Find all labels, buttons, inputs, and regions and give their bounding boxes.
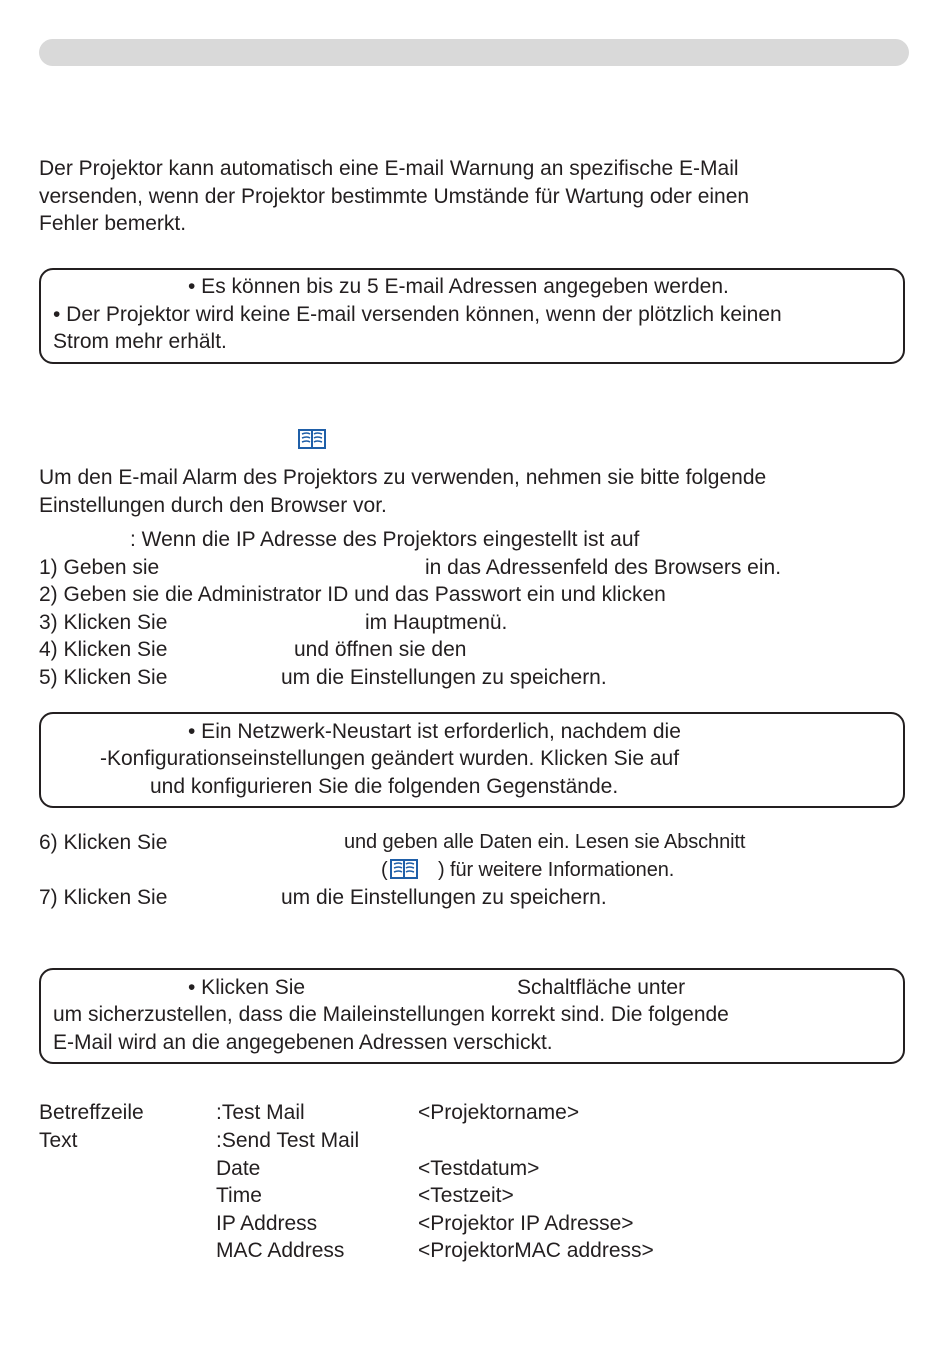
note-line: um sicherzustellen, dass die Maileinstellungen korrekt sind. Die folgende bbox=[53, 1003, 729, 1026]
step-6-ref-open: ( bbox=[381, 859, 388, 881]
note-line: Strom mehr erhält. bbox=[53, 330, 227, 353]
note-line: Schaltfläche unter bbox=[517, 976, 686, 999]
step-5-start: 5) Klicken Sie bbox=[39, 666, 168, 689]
mail-label: Betreffzeile bbox=[39, 1101, 144, 1124]
step-7-end: um die Einstellungen zu speichern. bbox=[281, 886, 607, 909]
mail-field: :Test Mail bbox=[216, 1101, 305, 1124]
example-line: : Wenn die IP Adresse des Projektors eingestellt ist auf bbox=[130, 528, 640, 551]
mail-value: <ProjektorMAC address> bbox=[418, 1239, 654, 1262]
setup-intro-line: Einstellungen durch den Browser vor. bbox=[39, 494, 387, 517]
book-icon bbox=[298, 427, 326, 454]
note-line: • Der Projektor wird keine E-mail versenden können, wenn der plötzlich keinen bbox=[53, 303, 782, 326]
step-1-end: in das Adressenfeld des Browsers ein. bbox=[425, 556, 782, 579]
note-line: E-Mail wird an die angegebenen Adressen verschickt. bbox=[53, 1031, 553, 1054]
step-3-end: im Hauptmenü. bbox=[365, 611, 508, 634]
step-4-start: 4) Klicken Sie bbox=[39, 638, 168, 661]
step-2: 2) Geben sie die Administrator ID und das Passwort ein und klicken bbox=[39, 583, 666, 606]
mail-field: :Send Test Mail bbox=[216, 1129, 360, 1152]
mail-label: Text bbox=[39, 1129, 78, 1152]
intro-line: Der Projektor kann automatisch eine E-mail Warnung an spezifische E-Mail bbox=[39, 157, 739, 180]
step-7-start: 7) Klicken Sie bbox=[39, 886, 168, 909]
mail-field: Time bbox=[216, 1184, 262, 1207]
mail-field: Date bbox=[216, 1157, 261, 1180]
intro-line: Fehler bemerkt. bbox=[39, 212, 187, 235]
step-6-start: 6) Klicken Sie bbox=[39, 831, 168, 854]
mail-value: <Testzeit> bbox=[418, 1184, 514, 1207]
step-6-ref-close: ) für weitere Informationen. bbox=[438, 859, 675, 881]
step-6-end: und geben alle Daten ein. Lesen sie Abschnitt bbox=[344, 831, 746, 853]
mail-value: <Projektorname> bbox=[418, 1101, 580, 1124]
step-1-start: 1) Geben sie bbox=[39, 556, 160, 579]
mail-value: <Testdatum> bbox=[418, 1157, 540, 1180]
book-icon bbox=[390, 857, 418, 884]
note-line: • Es können bis zu 5 E-mail Adressen angegeben werden. bbox=[188, 275, 729, 298]
mail-field: MAC Address bbox=[216, 1239, 345, 1262]
setup-intro-line: Um den E-mail Alarm des Projektors zu verwenden, nehmen sie bitte folgende bbox=[39, 466, 767, 489]
step-5-end: um die Einstellungen zu speichern. bbox=[281, 666, 607, 689]
note-line: • Ein Netzwerk-Neustart ist erforderlich, nachdem die bbox=[188, 720, 681, 743]
note-line: und konfigurieren Sie die folgenden Gegenstände. bbox=[150, 775, 619, 798]
step-3-start: 3) Klicken Sie bbox=[39, 611, 168, 634]
header-bar bbox=[39, 39, 909, 66]
note-line: • Klicken Sie bbox=[188, 976, 306, 999]
mail-value: <Projektor IP Adresse> bbox=[418, 1212, 634, 1235]
step-4-end: und öffnen sie den bbox=[294, 638, 467, 661]
note-line: -Konfigurationseinstellungen geändert wurden. Klicken Sie auf bbox=[100, 747, 680, 770]
mail-field: IP Address bbox=[216, 1212, 318, 1235]
intro-line: versenden, wenn der Projektor bestimmte Umstände für Wartung oder einen bbox=[39, 185, 750, 208]
